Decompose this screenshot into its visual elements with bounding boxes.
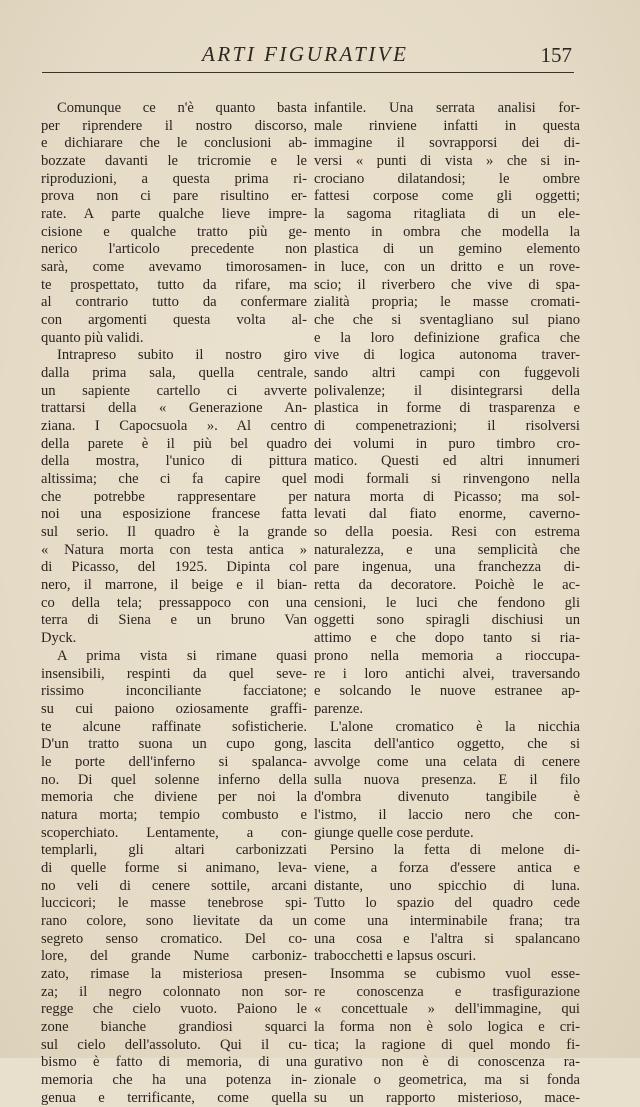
text-line: rissimo inconciliante facciatone;	[41, 683, 307, 700]
text-line: lore, del grande Nume carboniz-	[41, 948, 307, 965]
text-line: bismo è fatto di memoria, di una	[41, 1054, 307, 1071]
text-line: mento in ombra che modella la	[314, 223, 580, 240]
text-line: zone bianche grandiosi squarci	[41, 1018, 307, 1035]
text-line: al contrario tutto da confermare	[41, 294, 307, 311]
text-line: no. Di quel solenne inferno della	[41, 771, 307, 788]
text-line: le porte dell'inferno si spalanca-	[41, 753, 307, 770]
text-line: pare ingenua, una franchezza di-	[314, 559, 580, 576]
text-line: insensibili, respinti da quel seve-	[41, 665, 307, 682]
text-line: noi una esposizione francese fatta	[41, 506, 307, 523]
page-number: 157	[540, 43, 572, 67]
text-line: bozzate davanti le tricromie e le	[41, 153, 307, 170]
text-line: retta da decoratore. Poichè le ac-	[314, 577, 580, 594]
text-line: male rinviene infatti in questa	[314, 117, 580, 134]
text-line: trattarsi della « Generazione An-	[41, 400, 307, 417]
text-line: ziana. I Capocsuola ». Al centro	[41, 418, 307, 435]
text-line: terra di Siena e un bruno Van	[41, 612, 307, 629]
text-line: za; il negro colonnato non sor-	[41, 983, 307, 1000]
text-line: distante, uno spicchio di luna.	[314, 877, 580, 894]
text-line: fattesi corpose come gli oggetti;	[314, 188, 580, 205]
text-line: templarli, gli altari carbonizzati	[41, 842, 307, 859]
text-line: e la loro definizione grafica che	[314, 329, 580, 346]
text-line: per riprendere il nostro discorso,	[41, 117, 307, 134]
text-line: plastica in forme di trasparenza e	[314, 400, 580, 417]
text-line: gurativo non è di conoscenza ra-	[314, 1054, 580, 1071]
text-line: nerico l'articolo precedente non	[41, 241, 307, 258]
text-line: e dichiarare che le conclusioni ab-	[41, 135, 307, 152]
text-line: Insomma se cubismo vuol esse-	[330, 965, 580, 982]
text-line: prono nella memoria a rioccupa-	[314, 647, 580, 664]
text-line: la sagoma ritagliata di un ele-	[314, 206, 580, 223]
text-line: « Natura morta con testa antica »	[41, 541, 307, 558]
text-line: sulla nuova presenza. E il filo	[314, 771, 580, 788]
text-line: censioni, le luci che fendono gli	[314, 594, 580, 611]
text-line: su un rapporto misterioso, mace-	[314, 1089, 580, 1106]
text-line: con argomenti questa volta al-	[41, 312, 307, 329]
text-line: cisione e qualche tratto più ge-	[41, 223, 307, 240]
text-line: zialità propria; le masse cromati-	[314, 294, 580, 311]
text-line: che che si sventagliano sul piano	[314, 312, 580, 329]
text-line: l'istmo, il laccio nero che con-	[314, 806, 580, 823]
text-line: zionale o geometrica, ma si fonda	[314, 1071, 580, 1088]
text-line: Tutto lo spazio del quadro cede	[314, 895, 580, 912]
text-line: della mostra, l'unico di pittura	[41, 453, 307, 470]
running-head: ARTI FIGURATIVE	[202, 42, 409, 66]
text-line: sarà, come avevamo timorosamen-	[41, 259, 307, 276]
text-line: matico. Questi ed altri innumeri	[314, 453, 580, 470]
text-line: che potrebbe rappresentare per	[41, 488, 307, 505]
text-line: come una interminabile frana; tra	[314, 912, 580, 929]
text-line: e solcando le nuove estranee ap-	[314, 683, 580, 700]
text-line: scio; il riverbero che vive di spa-	[314, 276, 580, 293]
text-line: versi « punti di vista » che si in-	[314, 153, 580, 170]
text-line: di Picasso, del 1925. Dipinta col	[41, 559, 307, 576]
text-line: levati dal fiato enorme, caverno-	[314, 506, 580, 523]
text-line: memoria che ha una potenza in-	[41, 1071, 307, 1088]
text-line: lascita dell'antico oggetto, che si	[314, 736, 580, 753]
text-line: tica; la ragione di quel mondo fi-	[314, 1036, 580, 1053]
text-line: di quelle forme si animano, leva-	[41, 859, 307, 876]
text-line: immagine il sovrapporsi dei di-	[314, 135, 580, 152]
text-line: dei volumi in puro timbro cro-	[314, 435, 580, 452]
text-line: un sapiente cartello ci avverte	[41, 382, 307, 399]
left-text-column	[41, 100, 307, 1107]
text-line: Dyck.	[41, 630, 77, 647]
header-rule	[42, 72, 574, 73]
text-line: te prospettato, tutto da rifare, ma	[41, 276, 307, 293]
text-line: zato, rimase la misteriosa presen-	[41, 965, 307, 982]
text-line: Persino la fetta di melone di-	[330, 842, 580, 859]
text-line: D'un tratto suona un cupo gong,	[41, 736, 307, 753]
text-line: re conoscenza e trasfigurazione	[314, 983, 580, 1000]
text-line: plastica di un gemino elemento	[314, 241, 580, 258]
text-line: segreto senso cromatico. Del co-	[41, 930, 307, 947]
text-line: crociano dilatandosi; le ombre	[314, 170, 580, 187]
text-line: vive di logica autonoma traver-	[314, 347, 580, 364]
right-text-column	[314, 100, 580, 1107]
text-line: della parete è il più bel quadro	[41, 435, 307, 452]
text-line: parenze.	[314, 700, 364, 717]
text-line: viene, a forza d'essere antica e	[314, 859, 580, 876]
text-line: riproduzioni, a questa prima ri-	[41, 170, 307, 187]
text-line: rano colore, sono lievitate da un	[41, 912, 307, 929]
text-line: modi formali si rinvengono nella	[314, 471, 580, 488]
text-line: infantile. Una serrata analisi for-	[314, 100, 580, 116]
text-line: Comunque ce n'è quanto basta	[57, 100, 307, 116]
text-line: no veli di cenere sottile, arcani	[41, 877, 307, 894]
text-line: scoperchiato. Lentamente, a con-	[41, 824, 307, 841]
text-line: L'alone cromatico è la nicchia	[330, 718, 580, 735]
text-line: re i loro antichi alvei, traversando	[314, 665, 580, 682]
text-line: so della poesia. Resi con estrema	[314, 524, 580, 541]
text-line: attimo e che dopo tanto si ria-	[314, 630, 580, 647]
text-line: prova non ci pare risultino er-	[41, 188, 307, 205]
text-line: sando altri campi con fuggevoli	[314, 365, 580, 382]
text-line: una cosa e l'altra si spalancano	[314, 930, 580, 947]
text-line: Intrapreso subito il nostro giro	[57, 347, 307, 364]
text-line: luccicori; le masse tenebrose spi-	[41, 895, 307, 912]
text-line: nero, il marrone, il beige e il bian-	[41, 577, 307, 594]
text-line: la forma non è solo logica e cri-	[314, 1018, 580, 1035]
text-line: rate. A parte qualche lieve impre-	[41, 206, 307, 223]
text-line: memoria che diviene per noi la	[41, 789, 307, 806]
text-line: regge che cielo vuoto. Paiono le	[41, 1001, 307, 1018]
text-line: sul cielo dell'assoluto. Qui il cu-	[41, 1036, 307, 1053]
text-line: te alcune raffinate sofisticherie.	[41, 718, 307, 735]
text-line: sul serio. Il quadro è la grande	[41, 524, 307, 541]
text-line: quanto più validi.	[41, 329, 144, 346]
text-line: dalla prima sala, quella centrale,	[41, 365, 307, 382]
text-line: polivalenze; il disintegrarsi della	[314, 382, 580, 399]
text-line: « concettuale » dell'immagine, qui	[314, 1001, 580, 1018]
text-line: altissima; che ci fa capire quel	[41, 471, 307, 488]
text-line: A prima vista si rimane quasi	[57, 647, 307, 664]
text-line: su cui paiono oziosamente graffi-	[41, 700, 307, 717]
text-line: d'ombra divenuto tangibile è	[314, 789, 580, 806]
text-line: genua e terrificante, come quella	[41, 1089, 307, 1106]
text-line: naturalezza, e una semplicità che	[314, 541, 580, 558]
text-line: avvolge come una celata di cenere	[314, 753, 580, 770]
text-line: co della tela; pressappoco con una	[41, 594, 307, 611]
text-line: natura morta; tempio combusto e	[41, 806, 307, 823]
text-line: oggetti sono spiragli dischiusi un	[314, 612, 580, 629]
text-line: di compenetrazioni; il risolversi	[314, 418, 580, 435]
text-line: trabocchetti e lapsus oscuri.	[314, 948, 477, 965]
text-line: in luce, con un dritto e un rove-	[314, 259, 580, 276]
text-line: natura morta di Picasso; ma sol-	[314, 488, 580, 505]
text-line: giunge quelle cose perdute.	[314, 824, 474, 841]
page-header	[42, 40, 572, 70]
